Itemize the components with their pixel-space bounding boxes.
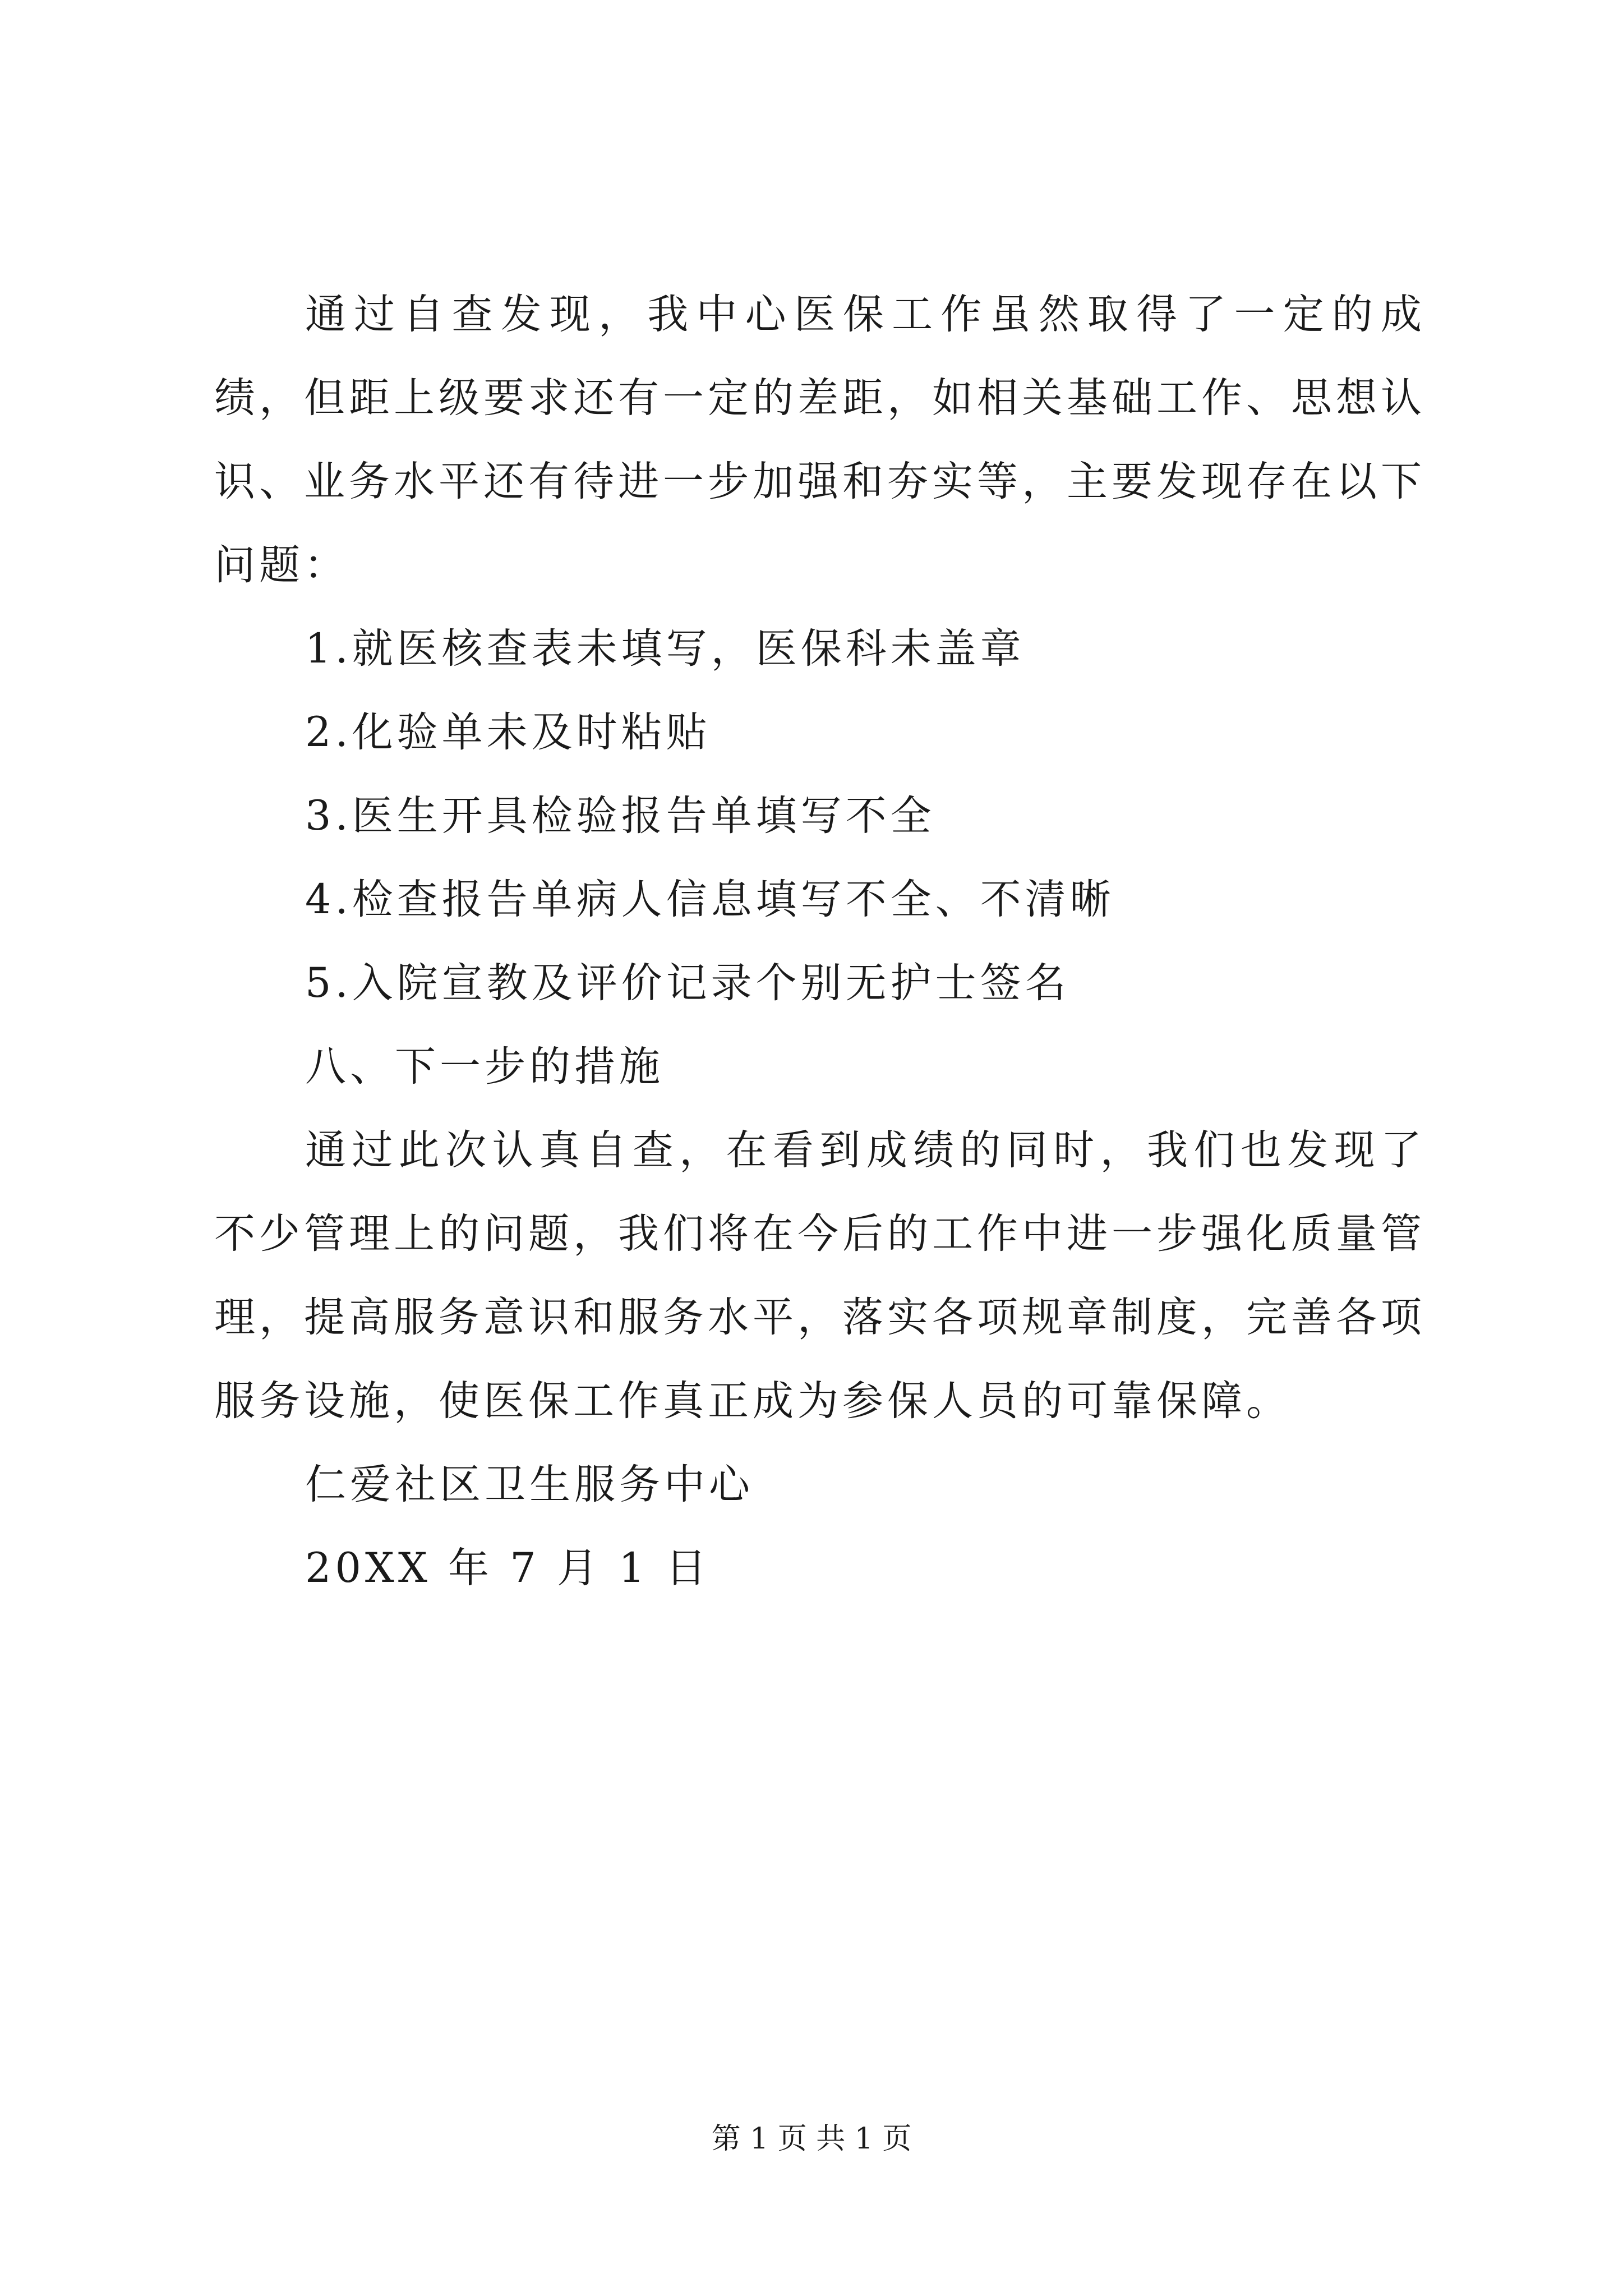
issue-item: 5.入院宣教及评价记录个别无护士签名: [305, 959, 1070, 1007]
signature-date: 20XX 年 7 月 1 日: [305, 1544, 711, 1592]
signature-org: 仁爱社区卫生服务中心: [305, 1461, 754, 1508]
issue-item: 3.医生开具检验报告单填写不全: [305, 792, 935, 840]
section-heading: 八、下一步的措施: [305, 1043, 664, 1091]
measures-paragraph: 通过此次认真自查，在看到成绩的同时，我们也发现了不少管理上的问题，我们将在今后的工作中进一步强化质量管理，提高服务意识和服务水平，落实各项规章制度，完善各项服务设施，使医保工作真正成为参保人员的可靠保障。: [214, 1126, 1426, 1425]
document-body: [214, 273, 1426, 1610]
issue-item: 4.检查报告单病人信息填写不全、不清晰: [305, 876, 1115, 923]
intro-paragraph: 通过自查发现，我中心医保工作虽然取得了一定的成绩，但距上级要求还有一定的差距，如相关基础工作、思想认识、业务水平还有待进一步加强和夯实等，主要发现存在以下问题：: [214, 291, 1426, 589]
page-footer: 第 1 页 共 1 页: [711, 2122, 912, 2156]
issue-item: 2.化验单未及时粘贴: [305, 708, 711, 756]
issue-item: 1.就医核查表未填写，医保科未盖章: [305, 625, 1025, 673]
